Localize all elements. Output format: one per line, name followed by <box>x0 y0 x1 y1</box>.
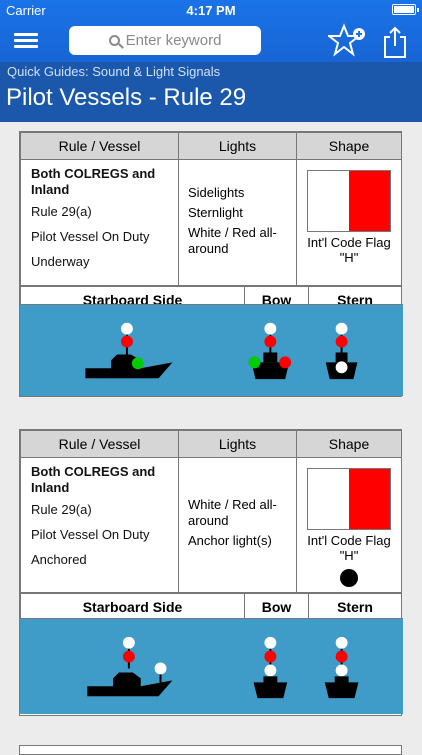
battery-icon <box>392 4 416 15</box>
rule-card-underway <box>19 131 402 397</box>
stern-vessel-icon <box>326 323 358 379</box>
view-label-starboard: Starboard Side <box>21 594 245 620</box>
starboard-vessel-icon <box>87 637 172 696</box>
rule-cell <box>21 160 179 286</box>
view-label-bow: Bow <box>245 594 309 620</box>
white-light <box>336 361 348 373</box>
rule-cell <box>21 458 179 593</box>
view-label-starboard: Starboard Side <box>21 287 245 313</box>
red-light <box>123 651 135 663</box>
starboard-vessel-icon <box>85 323 172 378</box>
white-light <box>264 323 276 335</box>
light-item: White / Red all-around <box>188 224 277 256</box>
white-light <box>336 665 348 677</box>
col-header-shape: Shape <box>297 133 402 160</box>
app-header <box>0 0 422 122</box>
search-input[interactable] <box>69 26 261 55</box>
rule-title: Both COLREGS and Inland <box>31 166 156 197</box>
lights-cell <box>179 160 297 286</box>
clock: 4:17 PM <box>186 3 236 18</box>
lights-cell <box>179 458 297 593</box>
vessel-lights-scene <box>20 304 403 396</box>
view-label-stern: Stern <box>309 287 402 313</box>
white-light <box>336 323 348 335</box>
white-light <box>155 663 167 675</box>
white-light <box>336 637 348 649</box>
red-light <box>264 651 276 663</box>
title-bar <box>0 62 422 122</box>
col-header-lights: Lights <box>179 133 297 160</box>
red-light <box>336 336 348 348</box>
vessel-condition: Underway <box>31 254 90 269</box>
red-light <box>279 356 291 368</box>
status-bar <box>0 0 422 20</box>
rule-card-anchored <box>19 429 402 716</box>
flag-h-icon <box>307 468 391 530</box>
white-light <box>121 323 133 335</box>
light-item: White / Red all-around <box>188 497 277 528</box>
light-item: Sidelights <box>188 184 245 200</box>
vessel-type: Pilot Vessel On Duty <box>31 229 150 244</box>
share-icon <box>385 28 405 57</box>
anchor-ball-icon <box>340 569 358 587</box>
rule-table <box>20 430 402 593</box>
col-header-rule: Rule / Vessel <box>21 431 179 458</box>
vessel-lights-scene <box>20 618 403 714</box>
view-label-bow: Bow <box>245 287 309 313</box>
search-placeholder: Enter keyword <box>125 32 222 49</box>
shape-cell <box>297 160 402 286</box>
shape-label: Int'l Code Flag "H" <box>307 235 391 265</box>
white-light <box>264 637 276 649</box>
page-title: Pilot Vessels - Rule 29 <box>6 84 247 111</box>
white-light <box>123 637 135 649</box>
col-header-lights: Lights <box>179 431 297 458</box>
rule-ref: Rule 29(a) <box>31 204 92 219</box>
rule-table <box>20 132 402 286</box>
bow-vessel-icon <box>249 323 292 379</box>
light-item: Anchor light(s) <box>188 533 272 548</box>
green-light <box>132 357 144 369</box>
shape-label: Int'l Code Flag "H" <box>307 533 391 563</box>
rule-ref: Rule 29(a) <box>31 502 92 517</box>
view-label-stern: Stern <box>309 594 402 620</box>
red-light <box>264 336 276 348</box>
red-light <box>336 651 348 663</box>
search-icon <box>109 35 120 46</box>
red-light <box>121 336 133 348</box>
favorite-add-button[interactable] <box>328 23 368 59</box>
rule-title: Both COLREGS and Inland <box>31 464 156 495</box>
col-header-shape: Shape <box>297 431 402 458</box>
shape-cell <box>297 458 402 593</box>
breadcrumb[interactable]: Quick Guides: Sound & Light Signals <box>7 64 221 79</box>
col-header-rule: Rule / Vessel <box>21 133 179 160</box>
carrier-label: Carrier <box>6 3 46 18</box>
light-item: Sternlight <box>188 204 243 220</box>
share-button[interactable] <box>380 25 410 59</box>
green-light <box>249 356 261 368</box>
nav-bar <box>0 20 422 62</box>
bow-vessel-icon <box>254 637 288 698</box>
white-light <box>264 665 276 677</box>
vessel-type: Pilot Vessel On Duty <box>31 527 150 542</box>
flag-h-icon <box>307 170 391 232</box>
next-card-peek <box>19 745 402 755</box>
menu-button[interactable] <box>14 33 38 49</box>
stern-vessel-icon <box>325 637 359 698</box>
vessel-condition: Anchored <box>31 552 87 567</box>
view-header-row <box>20 593 402 620</box>
